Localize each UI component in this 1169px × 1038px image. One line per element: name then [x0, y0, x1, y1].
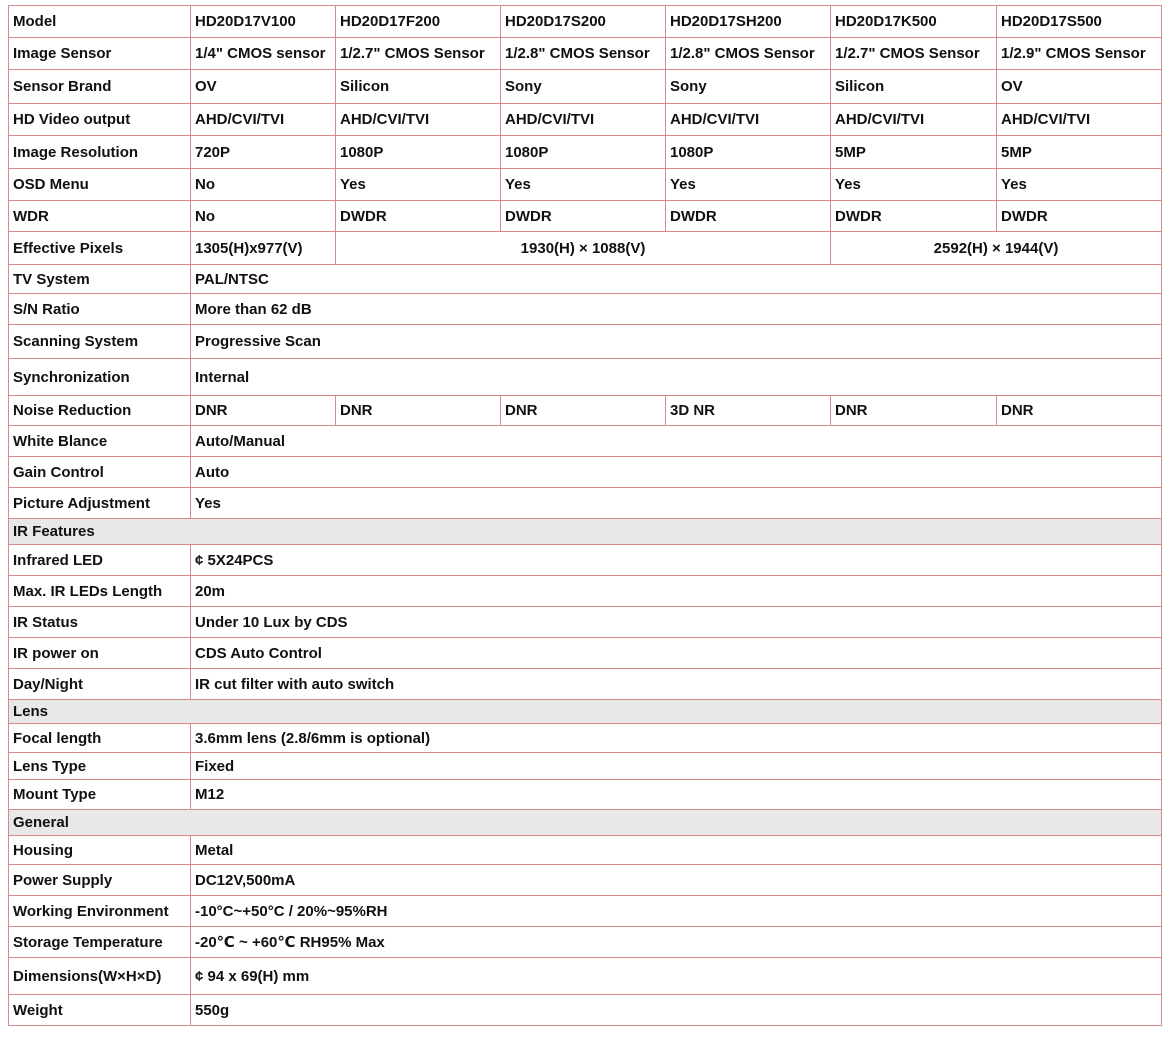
row-value-cell: 1080P	[666, 136, 831, 169]
row-value-cell: 1/4" CMOS sensor	[191, 38, 336, 70]
section-title: General	[9, 810, 1162, 836]
row-value-cell: IR cut filter with auto switch	[191, 669, 1162, 700]
row-value-cell: DNR	[997, 396, 1162, 426]
row-value-cell: Yes	[191, 488, 1162, 519]
row-value-cell: Fixed	[191, 753, 1162, 780]
row-label: Infrared LED	[9, 545, 191, 576]
row-value-cell: Under 10 Lux by CDS	[191, 607, 1162, 638]
row-label: S/N Ratio	[9, 294, 191, 325]
row-label: Day/Night	[9, 669, 191, 700]
row-value-cell: CDS Auto Control	[191, 638, 1162, 669]
table-row	[9, 169, 1162, 201]
table-row	[9, 995, 1162, 1026]
row-value-cell: OV	[997, 70, 1162, 104]
row-label: IR power on	[9, 638, 191, 669]
row-value-cell: DC12V,500mA	[191, 865, 1162, 896]
row-value-cell: 1930(H) × 1088(V)	[336, 232, 831, 265]
row-label: Housing	[9, 836, 191, 865]
row-value-cell: DWDR	[666, 201, 831, 232]
row-label: Synchronization	[9, 359, 191, 396]
row-value-cell: Sony	[501, 70, 666, 104]
row-value-cell: Internal	[191, 359, 1162, 396]
row-value-cell: -20℃ ~ +60℃ RH95% Max	[191, 927, 1162, 958]
row-label: Noise Reduction	[9, 396, 191, 426]
row-value-cell: No	[191, 169, 336, 201]
row-value-cell: AHD/CVI/TVI	[666, 104, 831, 136]
table-row	[9, 927, 1162, 958]
row-value-cell: Silicon	[831, 70, 997, 104]
row-value-cell: 1/2.7" CMOS Sensor	[831, 38, 997, 70]
row-value-cell: -10°C~+50°C / 20%~95%RH	[191, 896, 1162, 927]
table-row	[9, 865, 1162, 896]
row-value-cell: 550g	[191, 995, 1162, 1026]
table-row	[9, 836, 1162, 865]
row-value-cell: HD20D17S500	[997, 6, 1162, 38]
table-row	[9, 638, 1162, 669]
row-value-cell: Yes	[831, 169, 997, 201]
row-value-cell: OV	[191, 70, 336, 104]
section-header-row	[9, 519, 1162, 545]
row-value-cell: AHD/CVI/TVI	[997, 104, 1162, 136]
row-value-cell: 1/2.7" CMOS Sensor	[336, 38, 501, 70]
spec-table	[8, 5, 1162, 1026]
row-value-cell: Auto/Manual	[191, 426, 1162, 457]
row-value-cell: 720P	[191, 136, 336, 169]
row-label: Working Environment	[9, 896, 191, 927]
table-row	[9, 457, 1162, 488]
table-row	[9, 607, 1162, 638]
row-value-cell: Yes	[666, 169, 831, 201]
row-label: OSD Menu	[9, 169, 191, 201]
row-label: Sensor Brand	[9, 70, 191, 104]
section-title: Lens	[9, 700, 1162, 724]
row-label: Picture Adjustment	[9, 488, 191, 519]
row-value-cell: DNR	[191, 396, 336, 426]
table-row	[9, 136, 1162, 169]
section-header-row	[9, 700, 1162, 724]
row-value-cell: 1/2.8" CMOS Sensor	[501, 38, 666, 70]
row-label: WDR	[9, 201, 191, 232]
table-row	[9, 6, 1162, 38]
row-value-cell: More than 62 dB	[191, 294, 1162, 325]
table-row	[9, 896, 1162, 927]
row-value-cell: AHD/CVI/TVI	[191, 104, 336, 136]
row-label: Max. IR LEDs Length	[9, 576, 191, 607]
row-value-cell: 1305(H)x977(V)	[191, 232, 336, 265]
row-label: Storage Temperature	[9, 927, 191, 958]
table-row	[9, 232, 1162, 265]
row-value-cell: AHD/CVI/TVI	[501, 104, 666, 136]
row-value-cell: Metal	[191, 836, 1162, 865]
row-value-cell: 5MP	[997, 136, 1162, 169]
row-value-cell: DNR	[501, 396, 666, 426]
row-label: Weight	[9, 995, 191, 1026]
row-value-cell: Silicon	[336, 70, 501, 104]
row-value-cell: DNR	[831, 396, 997, 426]
row-label: Power Supply	[9, 865, 191, 896]
row-value-cell: 20m	[191, 576, 1162, 607]
row-label: Image Sensor	[9, 38, 191, 70]
section-title: IR Features	[9, 519, 1162, 545]
row-value-cell: ¢ 94 x 69(H) mm	[191, 958, 1162, 995]
row-label: Gain Control	[9, 457, 191, 488]
row-label: Lens Type	[9, 753, 191, 780]
row-value-cell: No	[191, 201, 336, 232]
row-label: IR Status	[9, 607, 191, 638]
row-value-cell: M12	[191, 780, 1162, 810]
table-row	[9, 958, 1162, 995]
row-value-cell: HD20D17K500	[831, 6, 997, 38]
table-row	[9, 294, 1162, 325]
table-row	[9, 265, 1162, 294]
table-row	[9, 488, 1162, 519]
table-row	[9, 104, 1162, 136]
row-value-cell: DWDR	[997, 201, 1162, 232]
row-label: HD Video output	[9, 104, 191, 136]
row-value-cell: Yes	[997, 169, 1162, 201]
table-row	[9, 396, 1162, 426]
table-row	[9, 780, 1162, 810]
row-value-cell: 2592(H) × 1944(V)	[831, 232, 1162, 265]
row-value-cell: Sony	[666, 70, 831, 104]
table-row	[9, 753, 1162, 780]
row-label: Focal length	[9, 724, 191, 753]
table-row	[9, 576, 1162, 607]
row-label: TV System	[9, 265, 191, 294]
row-label: Effective Pixels	[9, 232, 191, 265]
row-value-cell: 3.6mm lens (2.8/6mm is optional)	[191, 724, 1162, 753]
row-value-cell: AHD/CVI/TVI	[831, 104, 997, 136]
section-header-row	[9, 810, 1162, 836]
row-value-cell: DWDR	[336, 201, 501, 232]
row-value-cell: 3D NR	[666, 396, 831, 426]
row-value-cell: Yes	[501, 169, 666, 201]
row-value-cell: DWDR	[831, 201, 997, 232]
row-value-cell: DWDR	[501, 201, 666, 232]
row-label: Mount Type	[9, 780, 191, 810]
row-label: Scanning System	[9, 325, 191, 359]
table-row	[9, 38, 1162, 70]
table-row	[9, 724, 1162, 753]
row-value-cell: Progressive Scan	[191, 325, 1162, 359]
row-value-cell: 1/2.9" CMOS Sensor	[997, 38, 1162, 70]
row-value-cell: 1080P	[501, 136, 666, 169]
row-value-cell: HD20D17SH200	[666, 6, 831, 38]
row-value-cell: 1080P	[336, 136, 501, 169]
table-row	[9, 201, 1162, 232]
table-row	[9, 359, 1162, 396]
spec-table-body	[9, 6, 1162, 1026]
row-value-cell: DNR	[336, 396, 501, 426]
row-value-cell: 5MP	[831, 136, 997, 169]
row-value-cell: PAL/NTSC	[191, 265, 1162, 294]
table-row	[9, 70, 1162, 104]
row-value-cell: 1/2.8" CMOS Sensor	[666, 38, 831, 70]
row-value-cell: HD20D17F200	[336, 6, 501, 38]
row-label: White Blance	[9, 426, 191, 457]
table-row	[9, 669, 1162, 700]
row-value-cell: HD20D17S200	[501, 6, 666, 38]
row-label: Dimensions(W×H×D)	[9, 958, 191, 995]
row-label: Image Resolution	[9, 136, 191, 169]
row-value-cell: AHD/CVI/TVI	[336, 104, 501, 136]
table-row	[9, 545, 1162, 576]
row-value-cell: Yes	[336, 169, 501, 201]
row-label: Model	[9, 6, 191, 38]
row-value-cell: ¢ 5X24PCS	[191, 545, 1162, 576]
row-value-cell: Auto	[191, 457, 1162, 488]
table-row	[9, 426, 1162, 457]
table-row	[9, 325, 1162, 359]
row-value-cell: HD20D17V100	[191, 6, 336, 38]
